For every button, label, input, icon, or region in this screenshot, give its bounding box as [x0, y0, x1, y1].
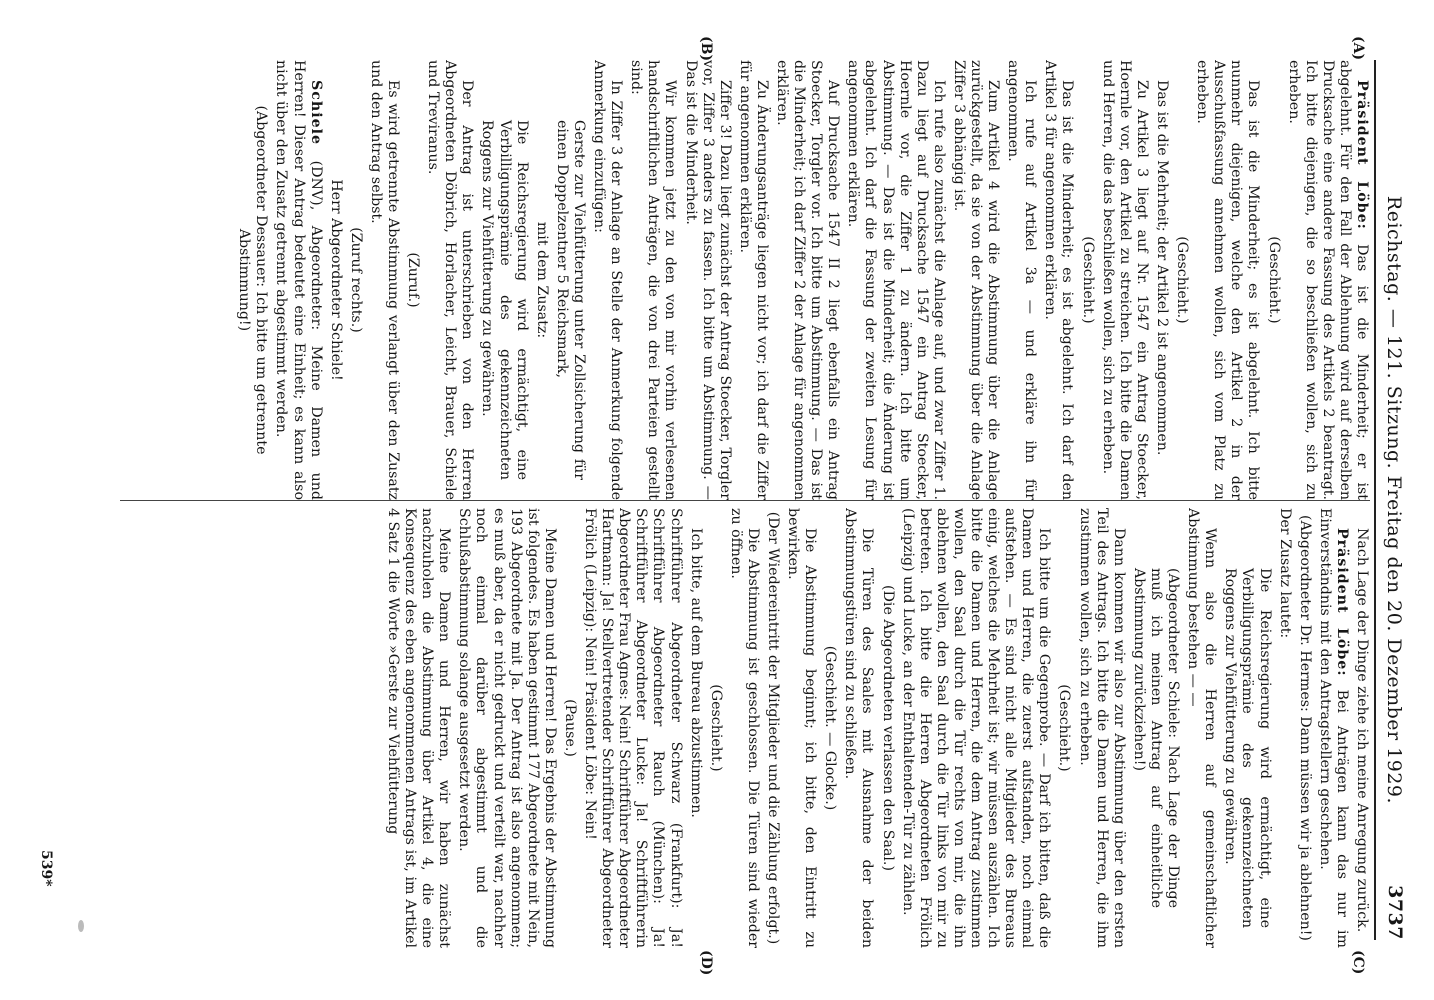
margin-mark-c: (C): [1350, 950, 1366, 975]
paragraph: Nach Lage der Dinge ziehe ich meine Anregung zurück.: [1354, 528, 1370, 933]
stage-direction: (Geschieht.): [1079, 236, 1096, 324]
quoted-text: Die Reichsregierung wird ermächtigt, eine Verbilligungsprämie des gekennzeichneten Roggens zur Viehfütterung zu gewähren.: [1222, 568, 1273, 928]
column-divider: [120, 500, 1370, 501]
stage-direction: (Zuruf rechts.): [347, 227, 364, 333]
paragraph: Ziffer 3! Dazu liegt zunächst der Antrag Stoecker, Torgler vor, Ziffer 3 anders zu fassen. Ich bitte um Abstimmung. — Das ist die Minderheit.: [682, 60, 733, 500]
margin-mark-b: (B): [698, 36, 714, 62]
paragraph: [272, 60, 323, 500]
paragraph: [1316, 508, 1350, 948]
paragraph: Das ist die Minderheit; es ist abgelehnt. Ich darf den Artikel 3 für angenommen erklären.: [1042, 60, 1076, 500]
paragraph: Das ist die Mehrheit; der Artikel 2 ist angenommen.: [1153, 80, 1170, 456]
paragraph: Die Türen des Saales mit Ausnahme der beiden Abstimmungstüren sind zu schließen.: [842, 508, 876, 948]
stage-direction: (Abgeordneter Schiele: Nach Lage der Dinge muß ich meinen Antrag auf einheitliche Abstimmung zurückziehen!): [1130, 568, 1182, 908]
stage-direction: (Die Abgeordneten verlassen den Saal.): [879, 585, 896, 871]
speaker-name: Präsident Löbe:: [1333, 528, 1350, 677]
quoted-text: Die Reichsregierung wird ermächtigt, eine Verbilligungsprämie des gekennzeichneten Roggens zur Viehfütterung zu gewähren.: [479, 120, 530, 480]
paragraph: Es wird getrennte Abstimmung verlangt über den Zusatz und den Antrag selbst.: [367, 60, 402, 500]
scan-smudge: [78, 920, 84, 932]
quoted-text: Gerste zur Viehfütterung unter Zollsicherung für einen Doppelzentner 5 Reichsmark,: [553, 120, 587, 480]
stage-direction: (Geschieht.): [1056, 684, 1073, 772]
paragraph: Wir kommen jetzt zu den von mir vorhin verlesenen handschriftlichen Anträgen, die von drei Parteien gestellt sind:: [628, 60, 679, 500]
paragraph: Die Abstimmung beginnt; ich bitte, den Eintritt zu bewirken.: [785, 508, 819, 948]
paragraph: Meine Damen und Herren, wir haben zunächst nachzuholen die Abstimmung über Artikel 4, die eine Konsequenz des eben angenommenen Antrags ist, im Artikel 4 Satz 1 die Worte »Gerste zur Viehfütterung: [385, 508, 453, 948]
paragraph: Meine Damen und Herren! Das Ergebnis der Abstimmung ist folgendes. Es haben gestimmt 177 Abgeordnete mit Nein, 193 Abgeordnete mit Ja. Der Antrag ist also angenommen; es muß aber, da er nicht gedruckt und verteilt war, nachher noch einmal darüber abgestimmt und die Schlußabstimmung solange ausgesetzt werden.: [456, 508, 558, 948]
paragraph: mit dem Zusatz:: [533, 221, 550, 339]
paragraph: Die Abstimmung ist geschlossen. Die Türen sind wieder zu öffnen.: [727, 508, 761, 948]
speaker-name: Schiele: [307, 80, 324, 146]
paragraph: Wenn also die Herren auf gemeinschaftlicher Abstimmung bestehen — —: [1185, 508, 1219, 948]
stage-direction: (Geschieht.): [1265, 236, 1282, 324]
header-title: Reichstag. — 121. Sitzung. Freitag den 20. Dezember 1929.: [1383, 195, 1405, 805]
stage-direction: (Geschieht.): [1174, 236, 1191, 324]
page-header: [1374, 60, 1414, 940]
stage-direction: (Abgeordneter Dessauer: Ich bitte um getrennte Abstimmung!): [236, 105, 270, 455]
stage-direction: (Pause.): [561, 699, 578, 757]
paragraph: Zu Änderungsanträge liegen nicht vor; ich darf die Ziffer für angenommen erklären.: [736, 60, 770, 500]
paragraph: Auf Drucksache 1547 II 2 liegt ebenfalls ein Antrag Stoecker, Torgler vor. Ich bitte um Abstimmung. — Das ist die Minderheit; ich darf Ziffer 2 der Anlage für angenommen erklären.: [774, 60, 842, 500]
stage-direction: (Zuruf.): [405, 252, 422, 308]
stage-direction: (Abgeordneter Dr. Hermes: Dann müssen wir ja ablehnen!): [1296, 515, 1313, 941]
vote-list: Schriftführer Abgeordneter Schwarz (Frankfurt): Ja! Schriftführer Abgeordneter Rauch (München): Ja! Schriftführer Abgeordneter Lucke: Ja! Schriftführerin Abgeordneter Frau Agnes: Nein! Schriftführer Abgeordneter Hartmann: Ja! Stellvertretender Schriftführer Abgeordneter Frölich (Leipzig): Nein! Präsident Löbe: Nein!: [582, 508, 684, 948]
right-column: [50, 508, 1370, 948]
paragraph: Dann kommen wir also zur Abstimmung über den ersten Teil des Antrags. Ich bitte die Damen und Herren, die ihm zustimmen wollen, sich zu erheben.: [1076, 508, 1127, 948]
speaker-name: Präsident Löbe:: [1354, 80, 1370, 230]
sheet-number: 539*: [38, 850, 54, 887]
stage-direction: (Der Wiedereintritt der Mitglieder und die Zählung erfolgt.): [765, 511, 781, 945]
margin-mark-d: (D): [698, 950, 714, 976]
paragraph-text: Bei Anträgen kann das nur im Einverständnis mit den Antragstellern geschehen.: [1316, 508, 1350, 948]
left-column: [50, 60, 1370, 500]
stage-direction: (Geschieht. — Glocke.): [822, 645, 839, 811]
paragraph-text: Das ist die Minderheit; er ist abgelehnt. Für den Fall der Ablehnung wird auf derselben Drucksache eine andere Fassung des Artikels 2 beantragt. Ich bitte diejenigen, die so beschließen wollen, sich zu erheben.: [1285, 60, 1370, 500]
paragraph: Das ist die Minderheit; es ist abgelehnt. Ich bitte nunmehr diejenigen, welche den Artikel 2 in der Ausschußfassung annehmen wollen, sich vom Platz zu erheben.: [1194, 60, 1262, 500]
paragraph: Herr Abgeordneter Schiele!: [327, 179, 344, 381]
paragraph-text: (DNV), Abgeordneter: Meine Damen und Herren! Dieser Antrag bedeutet eine Einheit; es kann also nicht über den Zusatz getrennt abgestimmt werden.: [273, 60, 324, 500]
stage-direction: (Geschieht.): [707, 684, 724, 772]
paragraph: Der Antrag ist unterschrieben von den Herren Abgeordneten Döbrich, Horlacher, Leicht, Brauer, Schiele und Treviranus.: [425, 60, 476, 500]
paragraph: Ich rufe auf Artikel 3a — und erkläre ihn für angenommen.: [1005, 60, 1039, 500]
margin-mark-a: (A): [1350, 36, 1366, 61]
paragraph: In Ziffer 3 der Anlage an Stelle der Anmerkung folgende Anmerkung einzufügen:: [591, 60, 625, 500]
paragraph: Zum Artikel 4 wird die Abstimmung über die Anlage zurückgestellt, da sie von der Abstimmung über die Anlage Ziffer 3 abhängig ist.: [950, 60, 1002, 500]
header-rule: [1374, 60, 1376, 940]
page-number: 3737: [1384, 885, 1406, 940]
paragraph: Ich bitte, auf dem Bureau abzustimmen.: [687, 528, 704, 818]
paragraph: Ich bitte um die Gegenprobe. — Darf ich bitten, daß die Damen und Herren, die zuerst aufstanden, noch einmal aufstehen. — Es sind nicht alle Mitglieder des Bureaus einig, welches die Mehrheit ist; wir müssen auszählen. Ich bitte die Damen und Herren, die dem Antrag zustimmen wollen, den Saal durch die Tür rechts von mir, die ihn ablehnen wollen, den Saal durch die Tür links von mir zu betreten. Ich bitte die Herren Abgeordneten Frölich (Leipzig) und Lucke, an der Enthaltenden-Tür zu zählen.: [899, 508, 1053, 948]
paragraph: Zu Artikel 3 liegt auf Nr. 1547 ein Antrag Stoecker, Hoernle vor, den Artikel zu streichen. Ich bitte die Damen und Herren, die das beschließen wollen, sich zu erheben.: [1099, 60, 1150, 500]
paragraph: Der Zusatz lautet:: [1276, 508, 1293, 639]
paragraph: Ich rufe also zunächst die Anlage auf, und zwar Ziffer 1. Dazu liegt auf Drucksache 1547 ein Antrag Stoecker, Hoernle vor, die Ziffer 1 zu ändern. Ich bitte um Abstimmung. — Das ist die Minderheit; die Änderung ist abgelehnt. Ich darf die Fassung der zweiten Lesung für angenommen erklären.: [845, 60, 947, 500]
paragraph: [1285, 60, 1370, 500]
